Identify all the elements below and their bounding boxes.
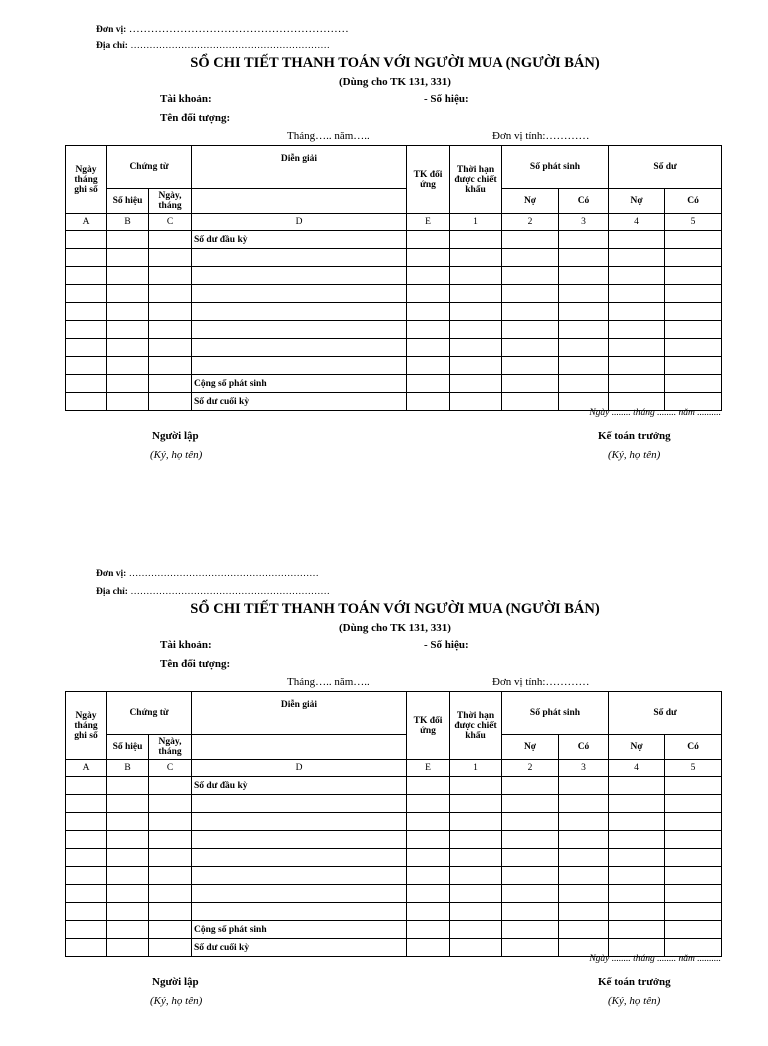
chief-accountant-note: (Ký, họ tên) bbox=[608, 449, 661, 461]
index-cell: B bbox=[107, 214, 149, 231]
index-cell: C bbox=[149, 760, 192, 777]
header-balance-credit: Có bbox=[665, 735, 722, 760]
header-description-blank bbox=[192, 189, 407, 214]
index-cell: 4 bbox=[609, 214, 665, 231]
header-contra-account: TK đối ứng bbox=[407, 146, 450, 214]
address-line bbox=[96, 587, 330, 597]
header-contra-account: TK đối ứng bbox=[407, 692, 450, 760]
table-row bbox=[66, 357, 722, 375]
code-label: - Số hiệu: bbox=[424, 639, 469, 651]
header-credit: Có bbox=[559, 735, 609, 760]
unit-line bbox=[96, 23, 349, 35]
address-dots: ……………………………………………………… bbox=[130, 587, 330, 597]
index-cell: 2 bbox=[502, 214, 559, 231]
total-arising-label: Cộng số phát sinh bbox=[192, 921, 407, 939]
ledger-table bbox=[65, 145, 722, 411]
date-line: Ngày ........ tháng ........ năm .......... bbox=[589, 954, 721, 964]
table-row bbox=[66, 885, 722, 903]
header-credit: Có bbox=[559, 189, 609, 214]
table-row-total bbox=[66, 921, 722, 939]
object-label: Tên đối tượng: bbox=[160, 658, 231, 670]
opening-balance-label: Số dư đầu kỳ bbox=[192, 777, 407, 795]
unit-dots: …………………………………………………… bbox=[128, 23, 349, 35]
header-discount-term: Thời hạn được chiết khấu bbox=[450, 146, 502, 214]
header-voucher-no: Số hiệu bbox=[107, 735, 149, 760]
header-balance-debit: Nợ bbox=[609, 735, 665, 760]
preparer-label: Người lập bbox=[152, 976, 199, 988]
unit-label: Đơn vị: bbox=[96, 569, 127, 579]
index-cell: A bbox=[66, 760, 107, 777]
index-cell: 3 bbox=[559, 760, 609, 777]
preparer-note: (Ký, họ tên) bbox=[150, 449, 203, 461]
opening-balance-label: Số dư đầu kỳ bbox=[192, 231, 407, 249]
header-balance: Số dư bbox=[609, 692, 722, 735]
object-label: Tên đối tượng: bbox=[160, 112, 231, 124]
month-year: Tháng….. năm….. bbox=[287, 676, 370, 688]
address-label: Địa chỉ: bbox=[96, 41, 128, 51]
header-balance-debit: Nợ bbox=[609, 189, 665, 214]
table-row bbox=[66, 267, 722, 285]
chief-accountant-label: Kế toán trưởng bbox=[598, 430, 671, 442]
header-debit: Nợ bbox=[502, 189, 559, 214]
preparer-label: Người lập bbox=[152, 430, 199, 442]
month-year: Tháng….. năm….. bbox=[287, 130, 370, 142]
ledger-form-2 bbox=[0, 546, 768, 1046]
index-cell: 5 bbox=[665, 760, 722, 777]
preparer-note: (Ký, họ tên) bbox=[150, 995, 203, 1007]
unit-line bbox=[96, 569, 319, 579]
index-cell: E bbox=[407, 214, 450, 231]
unit-label: Đơn vị: bbox=[96, 25, 127, 35]
header-debit: Nợ bbox=[502, 735, 559, 760]
document-subtitle: (Dùng cho TK 131, 331) bbox=[339, 622, 451, 634]
header-arising: Số phát sinh bbox=[502, 146, 609, 189]
table-row-opening bbox=[66, 777, 722, 795]
header-voucher-no: Số hiệu bbox=[107, 189, 149, 214]
header-arising: Số phát sinh bbox=[502, 692, 609, 735]
ledger-table bbox=[65, 691, 722, 957]
table-row bbox=[66, 339, 722, 357]
index-cell: 3 bbox=[559, 214, 609, 231]
currency-unit: Đơn vị tính:………… bbox=[492, 676, 590, 688]
table-row bbox=[66, 795, 722, 813]
table-row bbox=[66, 831, 722, 849]
header-voucher: Chứng từ bbox=[107, 146, 192, 189]
document-title: SỔ CHI TIẾT THANH TOÁN VỚI NGƯỜI MUA (NGƯỜI BÁN) bbox=[190, 55, 600, 71]
account-label: Tài khoản: bbox=[160, 639, 212, 651]
header-voucher: Chứng từ bbox=[107, 692, 192, 735]
header-date: Ngày tháng ghi sổ bbox=[66, 692, 107, 760]
index-cell: C bbox=[149, 214, 192, 231]
index-cell: 4 bbox=[609, 760, 665, 777]
address-dots: ……………………………………………………… bbox=[130, 41, 330, 51]
closing-balance-label: Số dư cuối kỳ bbox=[192, 393, 407, 411]
table-row bbox=[66, 321, 722, 339]
table-row bbox=[66, 285, 722, 303]
header-voucher-date: Ngày, tháng bbox=[149, 189, 192, 214]
header-voucher-date: Ngày, tháng bbox=[149, 735, 192, 760]
address-line bbox=[96, 41, 330, 51]
index-cell: E bbox=[407, 760, 450, 777]
account-label: Tài khoản: bbox=[160, 93, 212, 105]
unit-dots: …………………………………………………… bbox=[128, 569, 319, 579]
index-cell: A bbox=[66, 214, 107, 231]
index-cell: 1 bbox=[450, 214, 502, 231]
header-balance-credit: Có bbox=[665, 189, 722, 214]
ledger-form-1 bbox=[0, 0, 768, 500]
code-label: - Số hiệu: bbox=[424, 93, 469, 105]
index-cell: 2 bbox=[502, 760, 559, 777]
table-row bbox=[66, 849, 722, 867]
index-cell: 5 bbox=[665, 214, 722, 231]
chief-accountant-note: (Ký, họ tên) bbox=[608, 995, 661, 1007]
table-row bbox=[66, 903, 722, 921]
header-description: Diễn giải bbox=[192, 146, 407, 189]
currency-unit: Đơn vị tính:………… bbox=[492, 130, 590, 142]
header-balance: Số dư bbox=[609, 146, 722, 189]
index-cell: B bbox=[107, 760, 149, 777]
date-line: Ngày ........ tháng ........ năm .......... bbox=[589, 408, 721, 418]
document-title: SỔ CHI TIẾT THANH TOÁN VỚI NGƯỜI MUA (NGƯỜI BÁN) bbox=[190, 601, 600, 617]
header-description-blank bbox=[192, 735, 407, 760]
table-row bbox=[66, 303, 722, 321]
table-row-opening bbox=[66, 231, 722, 249]
table-row-total bbox=[66, 375, 722, 393]
table-row bbox=[66, 249, 722, 267]
index-cell: D bbox=[192, 214, 407, 231]
chief-accountant-label: Kế toán trưởng bbox=[598, 976, 671, 988]
document-subtitle: (Dùng cho TK 131, 331) bbox=[339, 76, 451, 88]
table-row bbox=[66, 867, 722, 885]
table-row bbox=[66, 813, 722, 831]
header-discount-term: Thời hạn được chiết khấu bbox=[450, 692, 502, 760]
index-cell: 1 bbox=[450, 760, 502, 777]
address-label: Địa chỉ: bbox=[96, 587, 128, 597]
header-date: Ngày tháng ghi sổ bbox=[66, 146, 107, 214]
index-cell: D bbox=[192, 760, 407, 777]
header-description: Diễn giải bbox=[192, 692, 407, 735]
total-arising-label: Cộng số phát sinh bbox=[192, 375, 407, 393]
closing-balance-label: Số dư cuối kỳ bbox=[192, 939, 407, 957]
